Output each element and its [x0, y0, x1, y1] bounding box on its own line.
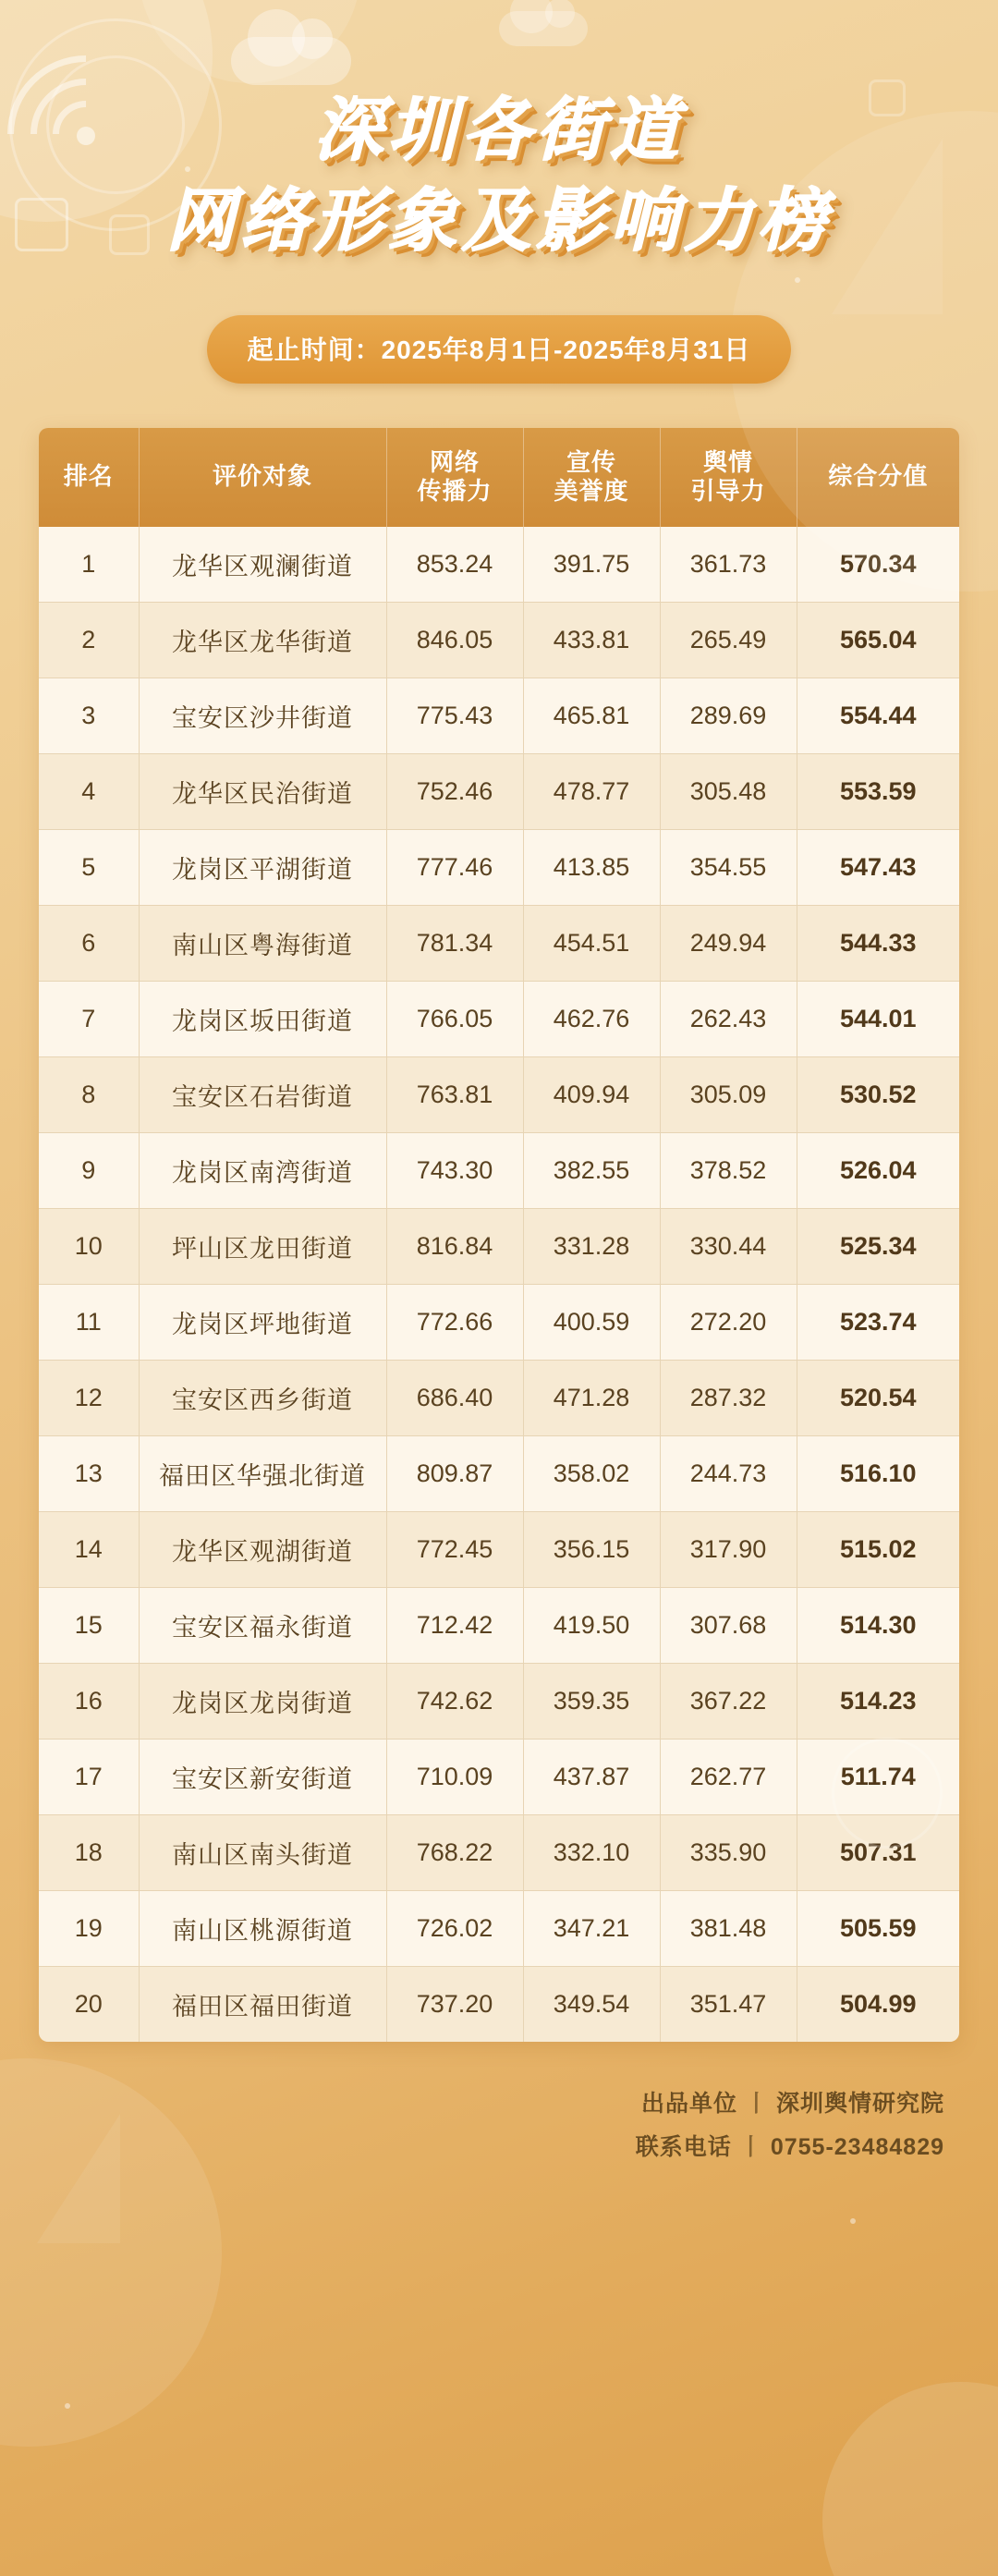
column-header-rank: 排名: [39, 428, 139, 527]
cell-rank: 4: [39, 753, 139, 829]
phone-value: 0755-23484829: [770, 2134, 944, 2161]
table-row: [39, 753, 959, 829]
cell-total: 504.99: [797, 1966, 959, 2042]
cell-metric-1: 763.81: [386, 1056, 523, 1132]
cell-name: 坪山区龙田街道: [139, 1208, 386, 1284]
cell-metric-3: 289.69: [660, 678, 797, 753]
column-header-metric-2-line2: 美誉度: [554, 477, 629, 506]
cell-metric-2: 349.54: [523, 1966, 660, 2042]
table-row: [39, 1208, 959, 1284]
cell-total: 530.52: [797, 1056, 959, 1132]
cell-name: 南山区南头街道: [139, 1814, 386, 1890]
cell-metric-2: 419.50: [523, 1587, 660, 1663]
cell-total: 525.34: [797, 1208, 959, 1284]
cell-rank: 6: [39, 905, 139, 981]
cell-metric-1: 710.09: [386, 1739, 523, 1814]
cell-name: 龙岗区平湖街道: [139, 829, 386, 905]
cell-rank: 16: [39, 1663, 139, 1739]
cell-metric-1: 752.46: [386, 753, 523, 829]
cell-metric-1: 777.46: [386, 829, 523, 905]
table-row: [39, 981, 959, 1056]
decor-dot: [850, 2218, 856, 2224]
table-row: [39, 905, 959, 981]
table-row: [39, 1966, 959, 2042]
cell-rank: 20: [39, 1966, 139, 2042]
cell-metric-3: 354.55: [660, 829, 797, 905]
cell-metric-3: 381.48: [660, 1890, 797, 1966]
cell-metric-3: 262.43: [660, 981, 797, 1056]
cell-metric-3: 249.94: [660, 905, 797, 981]
table-row: [39, 678, 959, 753]
cell-rank: 5: [39, 829, 139, 905]
cell-metric-1: 809.87: [386, 1435, 523, 1511]
cell-rank: 8: [39, 1056, 139, 1132]
cell-total: 553.59: [797, 753, 959, 829]
cell-rank: 17: [39, 1739, 139, 1814]
cell-metric-3: 305.48: [660, 753, 797, 829]
column-header-metric-2-line1: 宣传: [566, 447, 616, 476]
cell-rank: 13: [39, 1435, 139, 1511]
cell-rank: 15: [39, 1587, 139, 1663]
cell-metric-3: 378.52: [660, 1132, 797, 1208]
cell-metric-2: 433.81: [523, 602, 660, 678]
cell-metric-1: 768.22: [386, 1814, 523, 1890]
cell-name: 南山区粤海街道: [139, 905, 386, 981]
cell-metric-1: 742.62: [386, 1663, 523, 1739]
column-header-metric-2: [523, 428, 660, 527]
table-body: [39, 527, 959, 2042]
cell-rank: 3: [39, 678, 139, 753]
poster-header: [0, 0, 998, 384]
table-row: [39, 1511, 959, 1587]
cell-total: 565.04: [797, 602, 959, 678]
cell-total: 547.43: [797, 829, 959, 905]
cell-metric-3: 305.09: [660, 1056, 797, 1132]
cell-metric-3: 244.73: [660, 1435, 797, 1511]
cell-metric-2: 465.81: [523, 678, 660, 753]
cell-metric-3: 262.77: [660, 1739, 797, 1814]
phone-label: 联系电话: [635, 2134, 732, 2161]
cell-metric-2: 358.02: [523, 1435, 660, 1511]
table-row: [39, 1360, 959, 1435]
cell-total: 544.01: [797, 981, 959, 1056]
cell-total: 523.74: [797, 1284, 959, 1360]
cell-total: 554.44: [797, 678, 959, 753]
cell-total: 515.02: [797, 1511, 959, 1587]
cell-rank: 9: [39, 1132, 139, 1208]
cell-metric-1: 737.20: [386, 1966, 523, 2042]
cell-metric-3: 317.90: [660, 1511, 797, 1587]
cell-metric-3: 265.49: [660, 602, 797, 678]
table-row: [39, 1132, 959, 1208]
cell-metric-2: 391.75: [523, 527, 660, 603]
cell-metric-1: 772.66: [386, 1284, 523, 1360]
decor-blob: [822, 2382, 998, 2576]
period-badge: 起止时间：2025年8月1日-2025年8月31日: [207, 315, 792, 384]
cell-name: 宝安区福永街道: [139, 1587, 386, 1663]
cell-name: 福田区福田街道: [139, 1966, 386, 2042]
table-row: [39, 1284, 959, 1360]
cell-total: 514.30: [797, 1587, 959, 1663]
cell-metric-2: 356.15: [523, 1511, 660, 1587]
cell-metric-1: 743.30: [386, 1132, 523, 1208]
cell-metric-1: 846.05: [386, 602, 523, 678]
producer-value: 深圳舆情研究院: [775, 2090, 944, 2117]
cell-name: 龙华区观澜街道: [139, 527, 386, 603]
cell-metric-1: 686.40: [386, 1360, 523, 1435]
cell-name: 宝安区新安街道: [139, 1739, 386, 1814]
cell-metric-2: 437.87: [523, 1739, 660, 1814]
phone-line: [0, 2126, 944, 2170]
column-header-metric-1-line1: 网络: [429, 447, 480, 476]
cell-metric-3: 367.22: [660, 1663, 797, 1739]
cell-rank: 19: [39, 1890, 139, 1966]
cell-metric-2: 471.28: [523, 1360, 660, 1435]
cell-total: 511.74: [797, 1739, 959, 1814]
column-header-name: 评价对象: [139, 428, 386, 527]
table-row: [39, 602, 959, 678]
table-row: [39, 1890, 959, 1966]
column-header-metric-3-line2: 引导力: [690, 477, 766, 506]
cell-metric-3: 307.68: [660, 1587, 797, 1663]
cell-total: 520.54: [797, 1360, 959, 1435]
cell-metric-1: 726.02: [386, 1890, 523, 1966]
cell-name: 龙岗区南湾街道: [139, 1132, 386, 1208]
producer-line: [0, 2082, 944, 2127]
cell-rank: 1: [39, 527, 139, 603]
cell-total: 516.10: [797, 1435, 959, 1511]
cell-metric-2: 454.51: [523, 905, 660, 981]
cell-metric-3: 330.44: [660, 1208, 797, 1284]
column-header-total: 综合分值: [797, 428, 959, 527]
cell-total: 526.04: [797, 1132, 959, 1208]
title-line-2: 网络形象及影响力榜: [166, 181, 832, 262]
cell-name: 南山区桃源街道: [139, 1890, 386, 1966]
cell-rank: 11: [39, 1284, 139, 1360]
cell-metric-3: 335.90: [660, 1814, 797, 1890]
table-header-row: [39, 428, 959, 527]
cell-metric-2: 400.59: [523, 1284, 660, 1360]
cell-total: 544.33: [797, 905, 959, 981]
cell-name: 宝安区石岩街道: [139, 1056, 386, 1132]
table-row: [39, 1814, 959, 1890]
cell-name: 龙华区龙华街道: [139, 602, 386, 678]
cell-total: 514.23: [797, 1663, 959, 1739]
ranking-table: [39, 428, 959, 2042]
cell-metric-2: 413.85: [523, 829, 660, 905]
decor-dot: [65, 2403, 70, 2409]
table-row: [39, 1663, 959, 1739]
table-row: [39, 829, 959, 905]
cell-metric-2: 382.55: [523, 1132, 660, 1208]
cell-rank: 2: [39, 602, 139, 678]
cell-metric-1: 816.84: [386, 1208, 523, 1284]
separator-icon: 丨: [738, 2134, 763, 2161]
cell-metric-1: 766.05: [386, 981, 523, 1056]
cell-total: 570.34: [797, 527, 959, 603]
cell-rank: 7: [39, 981, 139, 1056]
cell-name: 龙岗区坪地街道: [139, 1284, 386, 1360]
cell-name: 龙华区观湖街道: [139, 1511, 386, 1587]
table-row: [39, 1739, 959, 1814]
table-row: [39, 1435, 959, 1511]
cell-total: 507.31: [797, 1814, 959, 1890]
cell-metric-2: 331.28: [523, 1208, 660, 1284]
cell-metric-3: 272.20: [660, 1284, 797, 1360]
separator-icon: 丨: [744, 2090, 769, 2117]
cell-name: 龙岗区龙岗街道: [139, 1663, 386, 1739]
table-row: [39, 1587, 959, 1663]
cell-rank: 14: [39, 1511, 139, 1587]
cell-name: 宝安区西乡街道: [139, 1360, 386, 1435]
cell-name: 龙岗区坂田街道: [139, 981, 386, 1056]
cell-metric-1: 775.43: [386, 678, 523, 753]
cell-metric-2: 409.94: [523, 1056, 660, 1132]
cell-metric-2: 478.77: [523, 753, 660, 829]
cell-name: 龙华区民治街道: [139, 753, 386, 829]
cell-metric-1: 781.34: [386, 905, 523, 981]
cell-metric-1: 853.24: [386, 527, 523, 603]
cell-rank: 10: [39, 1208, 139, 1284]
page-title: [166, 89, 832, 263]
cell-metric-3: 351.47: [660, 1966, 797, 2042]
cell-metric-1: 712.42: [386, 1587, 523, 1663]
cell-rank: 12: [39, 1360, 139, 1435]
poster-footer: [0, 2082, 944, 2170]
producer-label: 出品单位: [640, 2090, 737, 2117]
column-header-metric-3: [660, 428, 797, 527]
cell-metric-2: 332.10: [523, 1814, 660, 1890]
cell-name: 福田区华强北街道: [139, 1435, 386, 1511]
cell-metric-3: 361.73: [660, 527, 797, 603]
column-header-metric-1-line2: 传播力: [417, 477, 493, 506]
title-line-1: 深圳各街道: [314, 91, 684, 170]
table-row: [39, 1056, 959, 1132]
column-header-metric-3-line1: 舆情: [702, 447, 753, 476]
cell-metric-3: 287.32: [660, 1360, 797, 1435]
table-row: [39, 527, 959, 603]
cell-metric-1: 772.45: [386, 1511, 523, 1587]
cell-metric-2: 359.35: [523, 1663, 660, 1739]
column-header-metric-1: [386, 428, 523, 527]
cell-metric-2: 462.76: [523, 981, 660, 1056]
cell-name: 宝安区沙井街道: [139, 678, 386, 753]
cell-metric-2: 347.21: [523, 1890, 660, 1966]
cell-total: 505.59: [797, 1890, 959, 1966]
cell-rank: 18: [39, 1814, 139, 1890]
